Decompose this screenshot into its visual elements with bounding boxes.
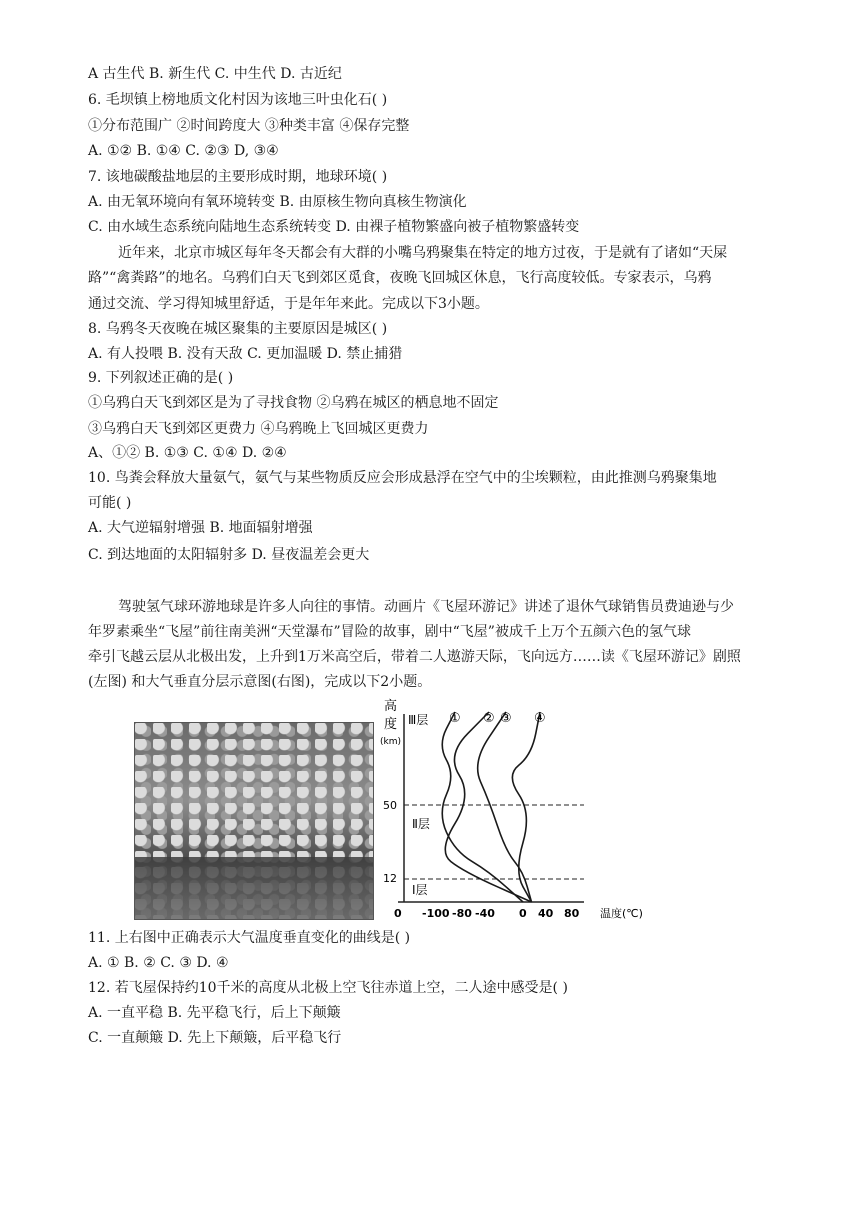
- line-p2-l3: 通过交流、学习得知城里舒适，于是年年来此。完成以下3小题。: [88, 296, 489, 312]
- line-q6-items: ①分布范围广 ②时间跨度大 ③种类丰富 ④保存完整: [88, 118, 410, 134]
- y-tick-label: 12: [383, 872, 397, 885]
- line-q9-items-12: ①乌鸦白天飞到郊区是为了寻找食物 ②乌鸦在城区的栖息地不固定: [88, 395, 499, 411]
- line-q10-stem-l1: 10. 鸟粪会释放大量氨气，氨气与某些物质反应会形成悬浮在空气中的尘埃颗粒，由此推测乌鸦聚集地: [88, 470, 717, 486]
- line-q7-stem: 7. 该地碳酸盐地层的主要形成时期，地球环境( ): [88, 169, 388, 185]
- layer-label: Ⅰ层: [412, 883, 428, 897]
- line-q10-ab: A. 大气逆辐射增强 B. 地面辐射增强: [88, 520, 313, 536]
- photo-ground-shade: [135, 857, 373, 919]
- series-curve: [442, 712, 523, 902]
- x-tick-label: 40: [538, 907, 554, 920]
- line-q12-ab: A. 一直平稳 B. 先平稳飞行，后上下颠簸: [88, 1005, 341, 1021]
- line-q10-cd: C. 到达地面的太阳辐射多 D. 昼夜温差会更大: [88, 547, 370, 563]
- line-p2-l2: 路”“禽粪路”的地名。乌鸦们白天飞到郊区觅食，夜晚飞回城区休息，飞行高度较低。专家表示，乌鸦: [88, 270, 712, 286]
- x-tick-label: -40: [475, 907, 495, 920]
- movie-still-photo: [134, 722, 374, 920]
- y-tick-label: 50: [383, 799, 397, 812]
- line-p2-l1: 近年来，北京市城区每年冬天都会有大群的小嘴乌鸦聚集在特定的地方过夜，于是就有了诸如“天屎: [118, 245, 728, 261]
- line-q11-stem: 11. 上右图中正确表示大气温度垂直变化的曲线是( ): [88, 930, 411, 946]
- y-axis-label-char: 高: [384, 699, 398, 714]
- line-q12-cd: C. 一直颠簸 D. 先上下颠簸，后平稳飞行: [88, 1030, 342, 1046]
- line-q11-options: A. ① B. ② C. ③ D. ④: [88, 955, 229, 971]
- series-label: ④: [534, 711, 546, 726]
- line-q7-ab: A. 由无氧环境向有氧环境转变 B. 由原核生物向真核生物演化: [88, 194, 467, 210]
- line-q6-options: A. ①② B. ①④ C. ②③ D, ③④: [88, 143, 279, 159]
- line-q5-options: A 古生代 B. 新生代 C. 中生代 D. 古近纪: [88, 66, 342, 82]
- x-tick-label: 80: [564, 907, 580, 920]
- line-p3-l4: (左图) 和大气垂直分层示意图(右图)，完成以下2小题。: [88, 674, 432, 690]
- y-axis-label-char: (km): [380, 737, 402, 747]
- line-q9-items-34: ③乌鸦白天飞到郊区更费力 ④乌鸦晚上飞回城区更费力: [88, 421, 429, 437]
- line-q7-cd: C. 由水域生态系统向陆地生态系统转变 D. 由裸子植物繁盛向被子植物繁盛转变: [88, 219, 580, 235]
- line-q8-options: A. 有人投喂 B. 没有天敌 C. 更加温暖 D. 禁止捕猎: [88, 346, 403, 362]
- y-axis-label-char: 度: [384, 717, 398, 732]
- series-curve: [512, 712, 540, 902]
- x-tick-label: -100: [422, 907, 450, 920]
- series-label: ①: [449, 711, 461, 726]
- line-q6-stem: 6. 毛坝镇上榜地质文化村因为该地三叶虫化石( ): [88, 92, 388, 108]
- line-q8-stem: 8. 乌鸦冬天夜晚在城区聚集的主要原因是城区( ): [88, 321, 388, 337]
- series-label: ③: [500, 711, 512, 726]
- series-curve: [478, 712, 532, 902]
- series-label: ②: [483, 711, 495, 726]
- layer-label: Ⅱ层: [412, 817, 430, 831]
- x-tick-label: 0: [519, 907, 527, 920]
- line-q12-stem: 12. 若飞屋保持约10千米的高度从北极上空飞往赤道上空，二人途中感受是( ): [88, 980, 568, 996]
- line-p3-l2: 年罗素乘坐“飞屋”前往南美洲“天堂瀑布”冒险的故事，剧中“飞屋”被成千上万个五颜六色的氢气球: [88, 624, 691, 640]
- x-tick-label: -80: [452, 907, 472, 920]
- line-p3-l3: 牵引飞越云层从北极出发，上升到1万米高空后，带着二人遨游天际，飞向远方……读《飞屋环游记》剧照: [88, 649, 741, 665]
- x-tick-label: 0: [394, 907, 402, 920]
- line-q9-stem: 9. 下列叙述正确的是( ): [88, 370, 234, 386]
- line-q10-stem-l2: 可能( ): [88, 495, 132, 511]
- x-axis-label: 温度(℃): [600, 907, 643, 920]
- atmosphere-layer-chart: [372, 696, 672, 922]
- line-q9-options: A、①② B. ①③ C. ①④ D. ②④: [88, 445, 287, 461]
- line-p3-l1: 驾驶氢气球环游地球是许多人向往的事情。动画片《飞屋环游记》讲述了退休气球销售员费迪逊与少: [118, 599, 734, 615]
- layer-label: Ⅲ层: [408, 713, 429, 727]
